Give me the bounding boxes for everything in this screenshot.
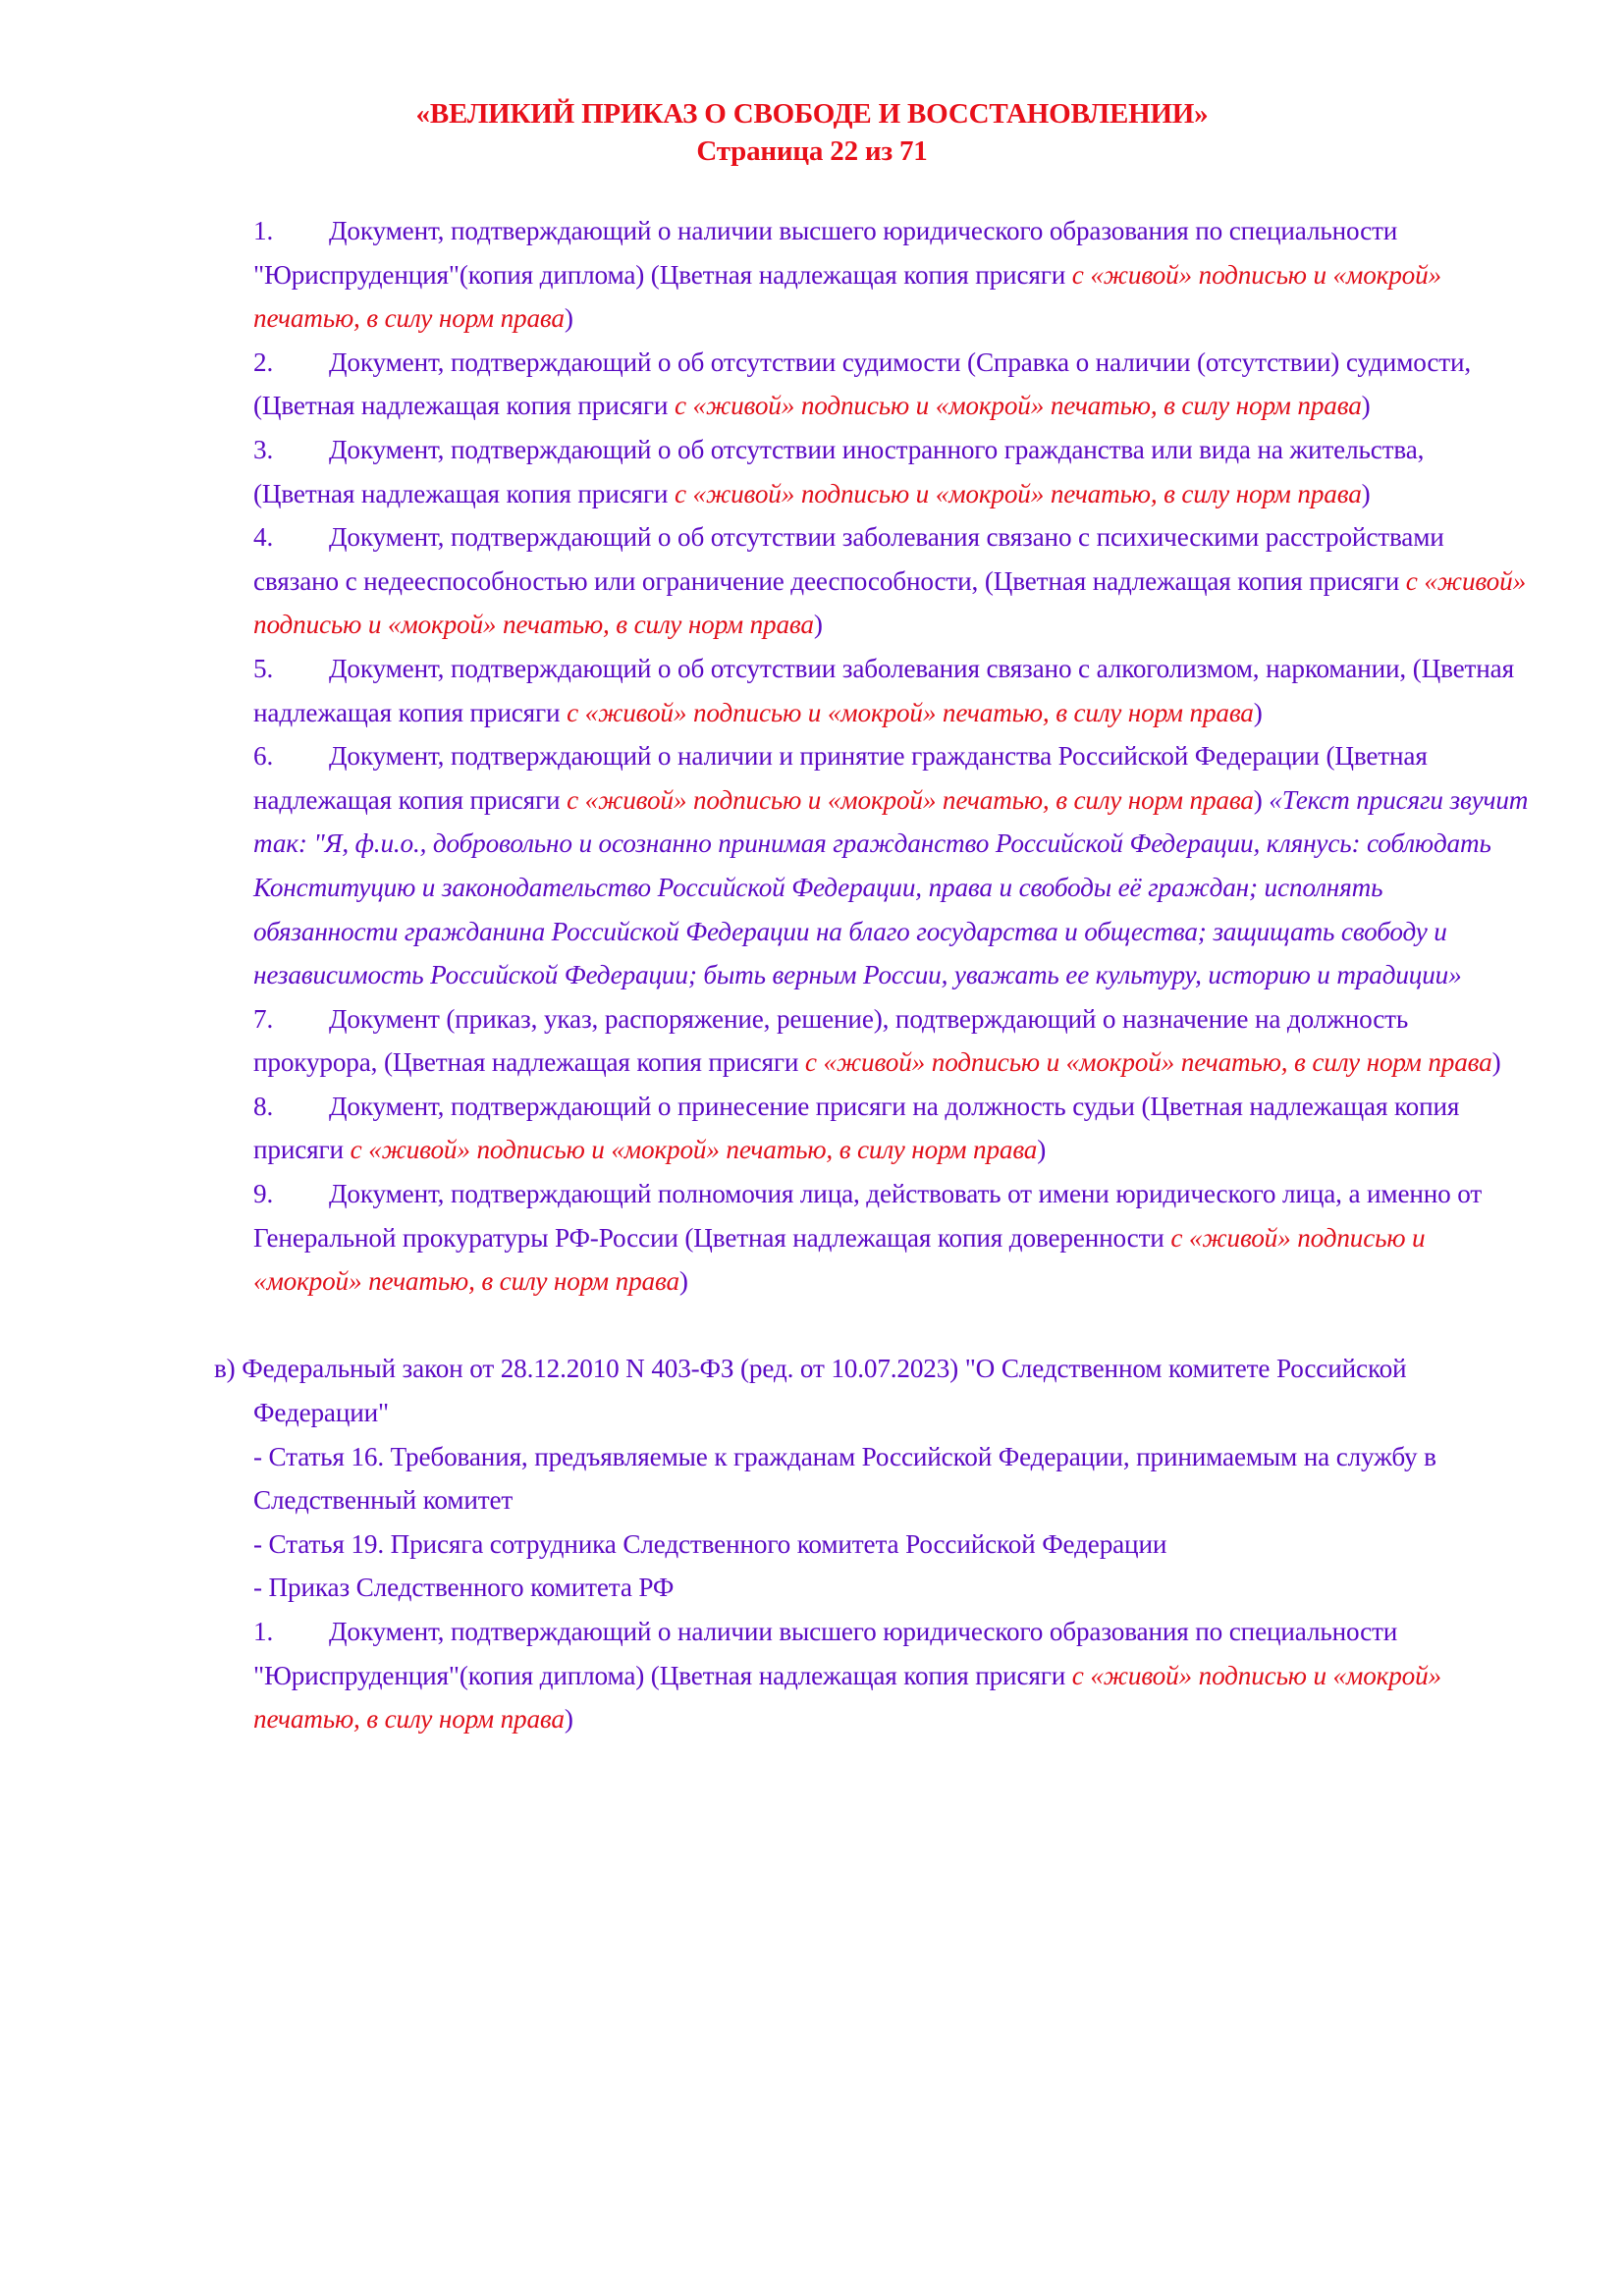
- article-text: - Статья 16. Требования, предъявляемые к гражданам Российской Федерации, принимаемым на службу в Следственный комитет: [253, 1441, 1436, 1516]
- stamp-note: с «живой» подписью и «мокрой» печатью, в силу норм права: [804, 1047, 1492, 1078]
- item-number: 1.: [253, 1617, 274, 1646]
- item-text: Документ, подтверждающий полномочия лица, действовать от имени юридического лица, а именно от Генеральной прокуратуры РФ-России (Цветная надлежащая копия доверенности: [253, 1179, 1483, 1253]
- stamp-note: с «живой» подписью и «мокрой» печатью, в силу норм права: [253, 565, 1527, 640]
- item-number: 6.: [253, 741, 274, 772]
- item-number: 7.: [253, 1003, 274, 1034]
- document-title: «ВЕЛИКИЙ ПРИКАЗ О СВОБОДЕ И ВОССТАНОВЛЕНИИ»: [415, 98, 1209, 130]
- stamp-note: с «живой» подписью и «мокрой» печатью, в силу норм права: [253, 1222, 1426, 1297]
- section-v: [214, 1347, 1530, 1740]
- close-paren: ): [1361, 478, 1371, 508]
- item-text: Документ, подтверждающий о наличии высшего юридического образования по специальности "Юриспруденция"(копия диплома) (Цветная надлежащая копия присяги: [253, 216, 1398, 290]
- stamp-note: с «живой» подписью и «мокрой» печатью, в силу норм права: [567, 697, 1254, 727]
- item-text: Документ, подтверждающий о принесение присяги на должность судьи (Цветная надлежащая копия присяги: [253, 1091, 1460, 1165]
- close-paren: ): [564, 1704, 573, 1735]
- list-item: [253, 647, 1530, 734]
- stamp-note: с «живой» подписью и «мокрой» печатью, в силу норм права: [350, 1135, 1038, 1165]
- list-item: [214, 1610, 1530, 1741]
- close-paren: ): [564, 303, 573, 334]
- item-number: 4.: [253, 522, 274, 553]
- list-item: [253, 341, 1530, 428]
- article-text: - Статья 19. Присяга сотрудника Следственного комитета Российской Федерации: [253, 1528, 1167, 1559]
- article-item: [214, 1522, 1530, 1567]
- close-paren: ): [1253, 697, 1263, 727]
- stamp-note: с «живой» подписью и «мокрой» печатью, в силу норм права: [253, 259, 1441, 334]
- close-paren: ): [1253, 784, 1263, 815]
- item-text: Документ (приказ, указ, распоряжение, решение), подтверждающий о назначение на должность прокурора, (Цветная надлежащая копия присяги: [253, 1003, 1409, 1078]
- list-item: [253, 209, 1530, 341]
- item-number: 2.: [253, 347, 274, 377]
- item-number: 1.: [253, 216, 274, 245]
- list-item: [253, 1085, 1530, 1172]
- article-item: [214, 1566, 1530, 1610]
- item-number: 9.: [253, 1179, 274, 1209]
- close-paren: ): [1361, 391, 1371, 421]
- section-heading: [214, 1347, 1530, 1434]
- stamp-note: с «живой» подписью и «мокрой» печатью, в силу норм права: [674, 478, 1362, 508]
- close-paren: ): [813, 610, 823, 640]
- item-text: Документ, подтверждающий о об отсутствии заболевания связано с психическими расстройствами связано с недееспособностью или ограничение дееспособности, (Цветная надлежащая копия присяги: [253, 522, 1444, 596]
- stamp-note: с «живой» подписью и «мокрой» печатью, в силу норм права: [674, 391, 1362, 421]
- item-number: 3.: [253, 434, 274, 464]
- item-number: 5.: [253, 653, 274, 683]
- close-paren: ): [678, 1266, 688, 1297]
- article-item: [214, 1435, 1530, 1522]
- item-text: Документ, подтверждающий о наличии высшего юридического образования по специальности "Юриспруденция"(копия диплома) (Цветная надлежащая копия присяги: [253, 1617, 1398, 1690]
- section-heading-text: в) Федеральный закон от 28.12.2010 N 403-ФЗ (ред. от 10.07.2023) "О Следственном комитете Российской Федерации": [214, 1354, 1407, 1428]
- list-item: [253, 515, 1530, 647]
- list-item: [253, 997, 1530, 1085]
- document-body: [214, 209, 1530, 1741]
- requirements-list: [253, 209, 1530, 1304]
- close-paren: ): [1037, 1135, 1047, 1165]
- list-item: [253, 428, 1530, 515]
- page-header: [0, 95, 1624, 170]
- article-text: - Приказ Следственного комитета РФ: [253, 1573, 675, 1603]
- item-text: Документ, подтверждающий о об отсутствии иностранного гражданства или вида на жительства, (Цветная надлежащая копия присяги: [253, 434, 1425, 508]
- item-text: Документ, подтверждающий о об отсутствии судимости (Справка о наличии (отсутствии) судимости, (Цветная надлежащая копия присяги: [253, 347, 1472, 421]
- list-item: [253, 1172, 1530, 1304]
- stamp-note: с «живой» подписью и «мокрой» печатью, в силу норм права: [567, 784, 1254, 815]
- item-number: 8.: [253, 1091, 274, 1121]
- list-item: [253, 734, 1530, 997]
- item-text: Документ, подтверждающий о наличии и принятие гражданства Российской Федерации (Цветная надлежащая копия присяги: [253, 741, 1428, 815]
- page-number-label: Страница 22 из 71: [696, 135, 928, 167]
- oath-text: «Текст присяги звучит так: "Я, ф.и.о., добровольно и осознанно принимая гражданство Российской Федерации, клянусь: соблюдать Конституцию и законодательство Российской Федерации, права и свободы её граждан; исполнять обязанности гражданина Российской Федерации на благо государства и общества; защищать свободу и независимость Российской Федерации; быть верным России, уважать ее культуру, историю и традиции»: [253, 784, 1529, 990]
- item-text: Документ, подтверждающий о об отсутствии заболевания связано с алкоголизмом, наркомании, (Цветная надлежащая копия присяги: [253, 653, 1514, 727]
- close-paren: ): [1491, 1047, 1501, 1078]
- stamp-note: с «живой» подписью и «мокрой» печатью, в силу норм права: [253, 1660, 1441, 1735]
